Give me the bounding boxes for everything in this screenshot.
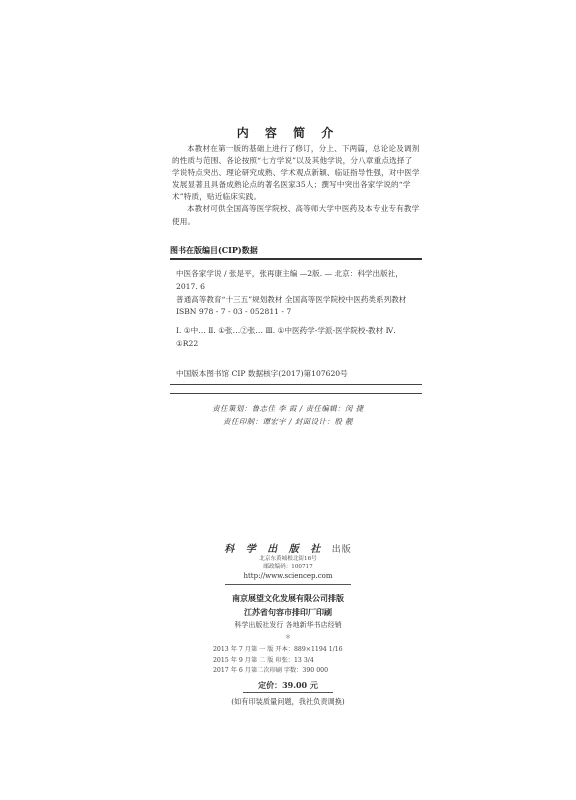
- price-rule: [243, 692, 333, 693]
- publisher-address: 北京东黄城根北街16号: [259, 556, 317, 562]
- cip-top-rule: [170, 258, 422, 260]
- cip-entry-line: 普通高等教育“十三五”规划教材 全国高等医学院校中医药类系列教材: [176, 294, 407, 304]
- publisher-logo: [0, 540, 576, 555]
- cip-entry-line: 中医各家学说 / 张是平，张再康主编 —2版. — 北京：科学出版社，2017. 6: [176, 269, 403, 291]
- cip-isbn: ISBN 978 - 7 - 03 - 052811 - 7: [176, 307, 292, 317]
- price: 定价：39.00 元: [258, 679, 318, 690]
- separator-star: ＊: [284, 634, 291, 641]
- cip-record: [176, 268, 420, 351]
- publisher-word: 出版: [331, 545, 352, 555]
- typesetter: 南京展望文化发展有限公司排版: [232, 593, 344, 603]
- edition-line: 2017 年 6 月第二次印刷 字数：390 000: [213, 667, 329, 674]
- editorial-credits: [0, 403, 576, 428]
- edition-line: 2013 年 7 月第 一 版 开本：889×1194 1/16: [213, 646, 343, 653]
- publisher-url: http://www.sciencep.com: [243, 572, 333, 580]
- url-rule: [225, 584, 351, 585]
- cip-cn-record: 中国版本图书馆 CIP 数据核字(2017)第107620号: [176, 369, 348, 378]
- cip-bottom-rule: [170, 393, 422, 394]
- publisher-name: 科 学 出 版 社: [224, 544, 325, 555]
- cip-heading: 图书在版编目(CIP)数据: [170, 245, 258, 255]
- edition-info: [213, 645, 363, 677]
- imprint-block: [0, 540, 576, 708]
- distribution: 科学出版社发行 各地新华书店经销: [234, 621, 342, 629]
- credits-line: 责任策划：鲁志佳 李 霞 / 责任编辑：闵 捷: [212, 404, 364, 413]
- publisher-postcode: 邮政编码：100717: [263, 564, 313, 570]
- edition-line: 2015 年 9 月第 二 版 印张：13 3/4: [213, 656, 314, 664]
- summary-title: 内 容 简 介: [236, 126, 340, 140]
- quality-note: (如有印装质量问题，我社负责调换): [231, 696, 345, 706]
- credits-line: 责任印制：谭宏宇 / 封面设计：殷 靓: [223, 416, 353, 426]
- summary-body: [172, 143, 420, 228]
- summary-paragraph: 本教材可供全国高等医学院校、高等师大学中医药及本专业专有教学使用。: [172, 204, 420, 226]
- cip-subject-line: Ⅰ. ①中… Ⅱ. ①张…②张… Ⅲ. ①中医药学-学派-医学院校-教材 Ⅳ. ①R22: [176, 326, 396, 348]
- printer: 江苏省句容市排印厂印刷: [244, 607, 332, 617]
- cip-rule: [170, 384, 422, 385]
- summary-paragraph: 本教材在第一版的基础上进行了修订，分上、下两篇，总论论及调剂的性质与范围、各论按照“七方学说”以及其他学说，分八章重点选择了学说特点突出、理论研究成熟、学术观点新颖、临证指导性强，对中医学发展显著且具备成熟论点的著名医家35人；撰写中突出各家学说的“学术”特质，贴近临床实践。: [172, 144, 420, 202]
